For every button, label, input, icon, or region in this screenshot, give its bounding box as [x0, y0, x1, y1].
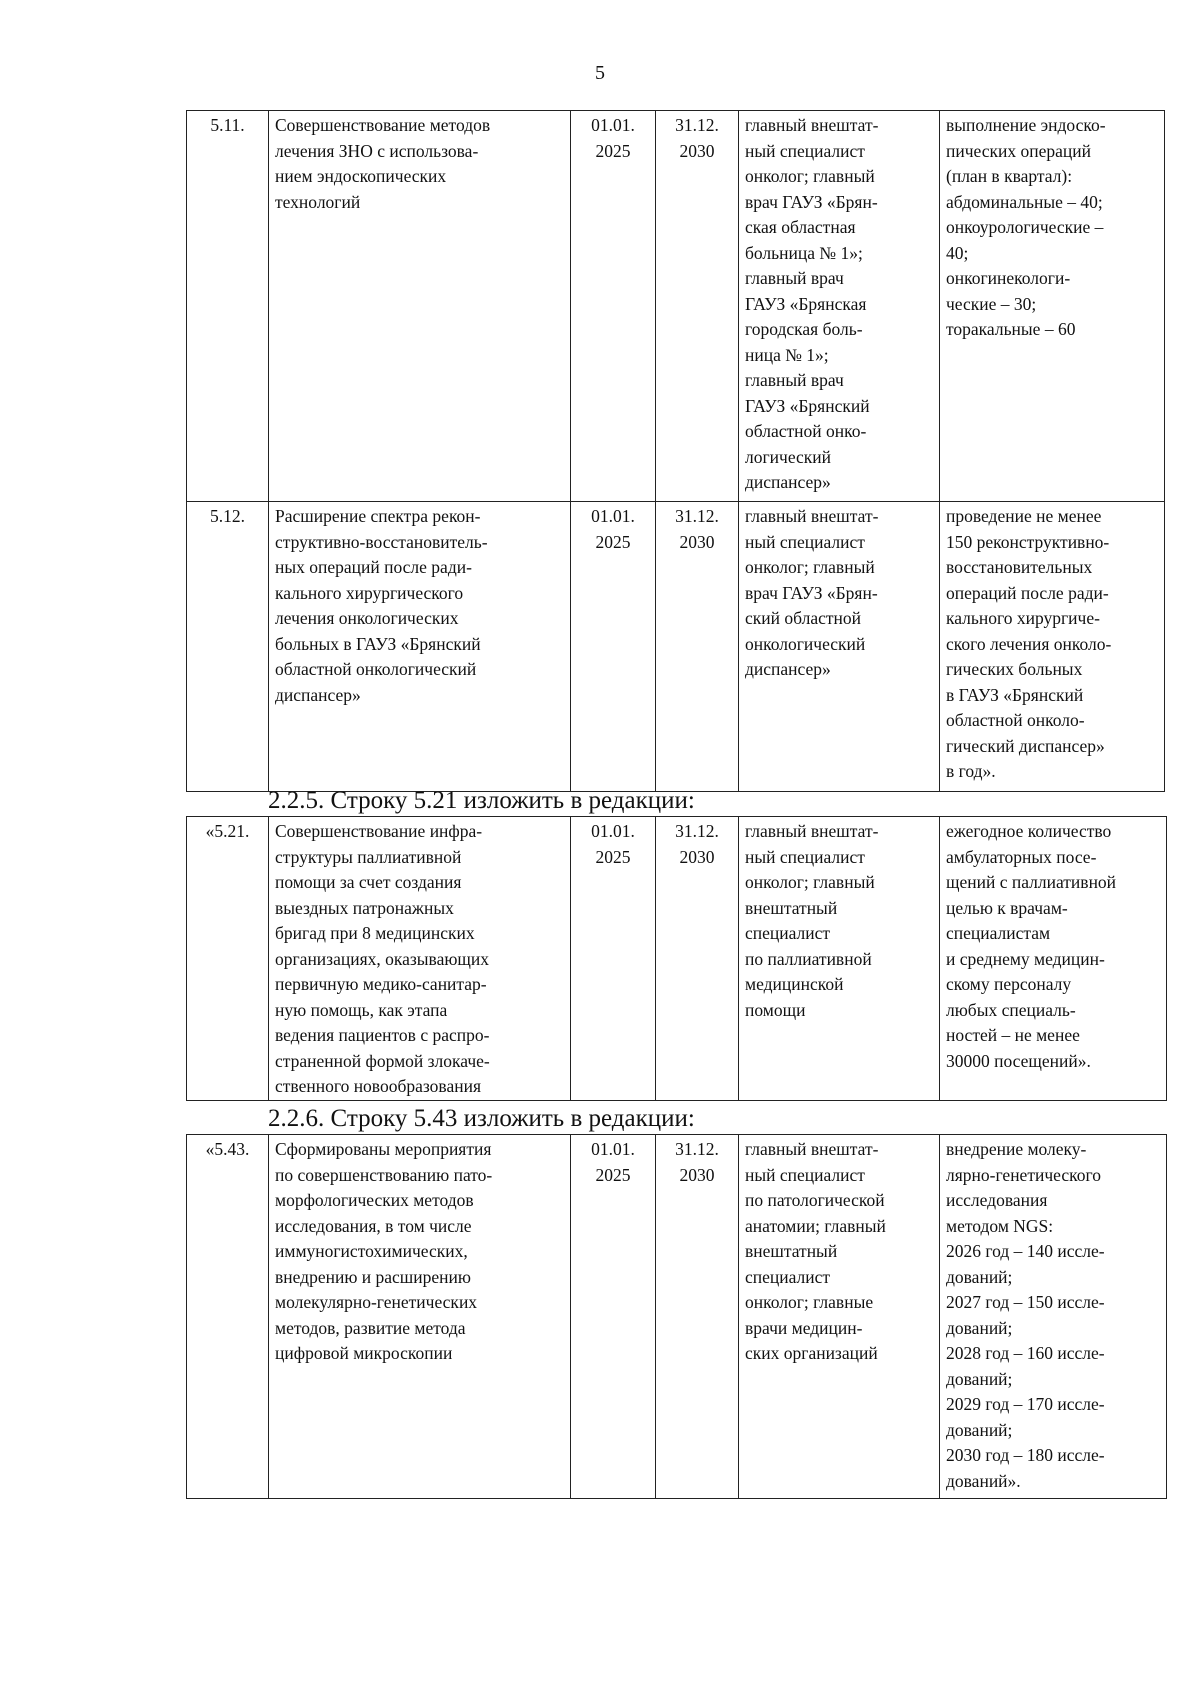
- table-row: [187, 111, 1165, 502]
- row-number: «5.43.: [187, 1135, 269, 1499]
- section-heading-2-2-5: 2.2.5. Строку 5.21 изложить в редакции:: [268, 787, 695, 814]
- page-number: 5: [595, 62, 605, 84]
- row-number: 5.12.: [187, 502, 269, 792]
- start-date: 01.01. 2025: [571, 1135, 656, 1499]
- plan-table-continued: [186, 110, 1165, 792]
- measure-name: Совершенствование инфра- структуры паллиативной помощи за счет создания выездных патронажных бригад при 8 медицинских организациях, оказывающих первичную медико-санитар- ную помощь, как этапа ведения пациентов с распро- страненной формой злокаче- ственного новообразования: [269, 817, 571, 1101]
- measure-name: Сформированы мероприятия по совершенствованию пато- морфологических методов исследования, в том числе иммуногистохимических, внедрению и расширению молекулярно-генетических методов, развитие метода цифровой микроскопии: [269, 1135, 571, 1499]
- section-heading-2-2-6: 2.2.6. Строку 5.43 изложить в редакции:: [268, 1105, 695, 1132]
- responsible: главный внештат- ный специалист онколог; главный врач ГАУЗ «Брян- ский областной онкологический диспансер»: [739, 502, 940, 792]
- end-date: 31.12. 2030: [656, 111, 739, 502]
- expected-result: проведение не менее 150 реконструктивно- восстановительных операций после ради- кального хирургиче- ского лечения онколо- гических больных в ГАУЗ «Брянский областной онколо- гический диспансер» в год».: [940, 502, 1165, 792]
- end-date: 31.12. 2030: [656, 817, 739, 1101]
- measure-name: Совершенствование методов лечения ЗНО с использова- нием эндоскопических технологий: [269, 111, 571, 502]
- responsible: главный внештат- ный специалист онколог; главный внештатный специалист по паллиативной медицинской помощи: [739, 817, 940, 1101]
- expected-result: ежегодное количество амбулаторных посе- щений с паллиативной целью к врачам- специалистам и среднему медицин- скому персоналу любых специаль- ностей – не менее 30000 посещений».: [940, 817, 1167, 1101]
- measure-name: Расширение спектра рекон- структивно-восстановитель- ных операций после ради- кального хирургического лечения онкологических больных в ГАУЗ «Брянский областной онкологический диспансер»: [269, 502, 571, 792]
- start-date: 01.01. 2025: [571, 817, 656, 1101]
- table-row: [187, 1135, 1167, 1499]
- end-date: 31.12. 2030: [656, 502, 739, 792]
- table-row: [187, 817, 1167, 1101]
- start-date: 01.01. 2025: [571, 502, 656, 792]
- row-5-43-table: [186, 1134, 1167, 1499]
- table-row: [187, 502, 1165, 792]
- responsible: главный внештат- ный специалист онколог; главный врач ГАУЗ «Брян- ская областная больница № 1»; главный врач ГАУЗ «Брянская городская боль- ница № 1»; главный врач ГАУЗ «Брянский областной онко- логический диспансер»: [739, 111, 940, 502]
- expected-result: внедрение молеку- лярно-генетического исследования методом NGS: 2026 год – 140 иссле- дований; 2027 год – 150 иссле- дований; 2028 год – 160 иссле- дований; 2029 год – 170 иссле- дований; 2030 год – 180 иссле- дований».: [940, 1135, 1167, 1499]
- row-number: «5.21.: [187, 817, 269, 1101]
- row-number: 5.11.: [187, 111, 269, 502]
- row-5-21-table: [186, 816, 1167, 1101]
- expected-result: выполнение эндоско- пических операций (план в квартал): абдоминальные – 40; онкоурологические – 40; онкогинекологи- ческие – 30; торакальные – 60: [940, 111, 1165, 502]
- start-date: 01.01. 2025: [571, 111, 656, 502]
- end-date: 31.12. 2030: [656, 1135, 739, 1499]
- responsible: главный внештат- ный специалист по патологической анатомии; главный внештатный специалист онколог; главные врачи медицин- ских организаций: [739, 1135, 940, 1499]
